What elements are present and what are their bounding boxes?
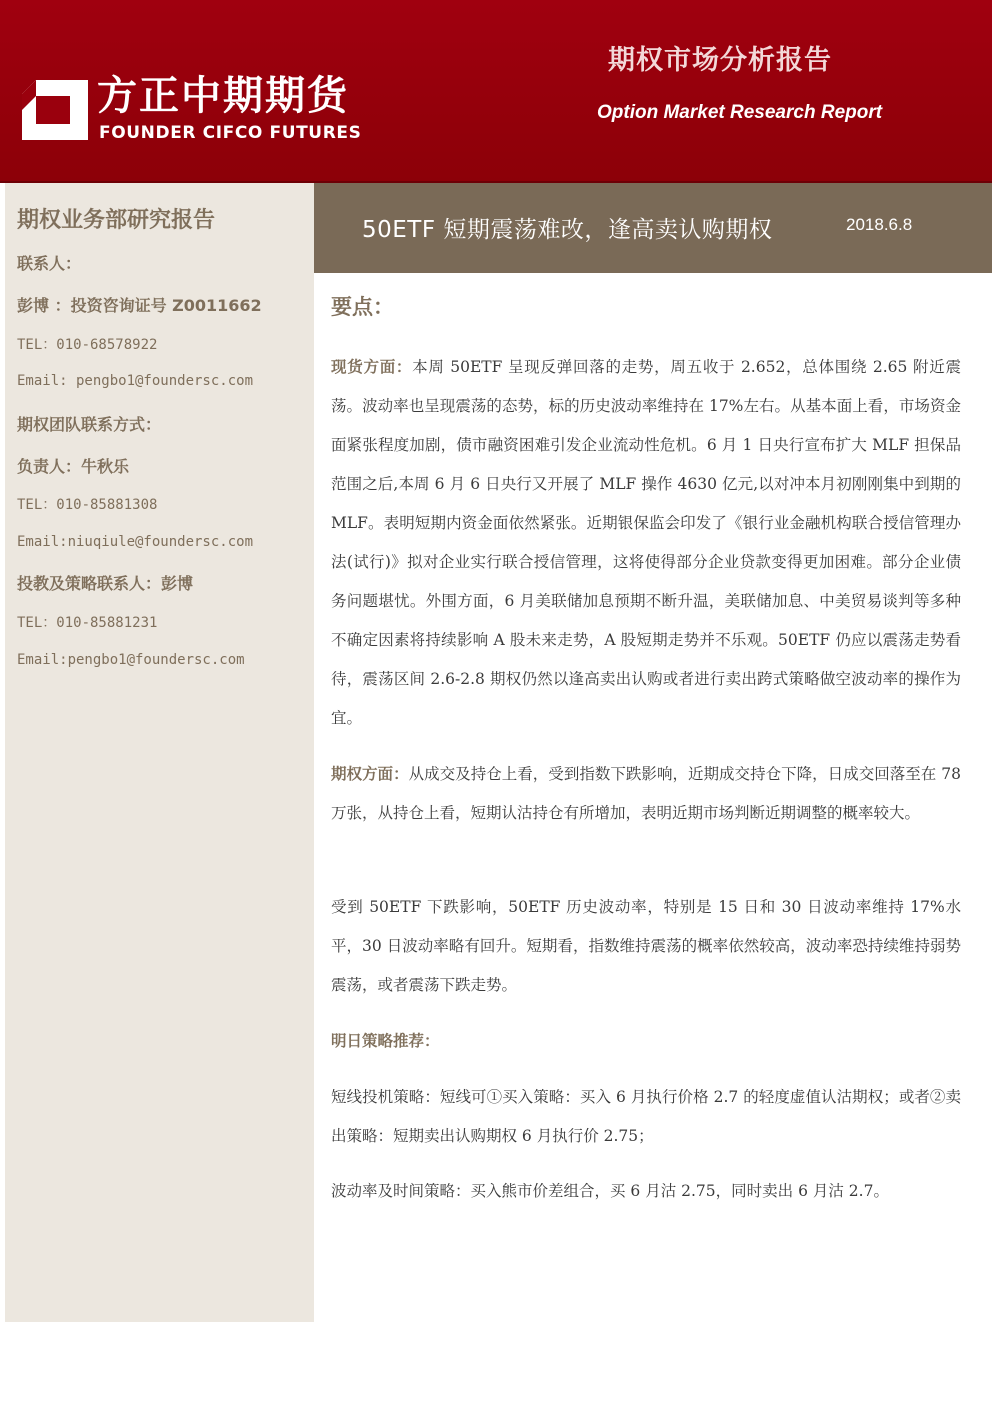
- document-date: 2018.6.8: [846, 215, 913, 234]
- vol-strategy-paragraph: 波动率及时间策略：买入熊市价差组合，买 6 月沽 2.75，同时卖出 6 月沽 2.7。: [331, 1182, 889, 1200]
- team-head: 负责人：牛秋乐: [17, 457, 130, 476]
- option-text: 从成交及持仓上看，受到指数下跌影响，近期成交持仓下降，日成交回落至在 78 万张，从持仓上看，短期认沽持仓有所增加，表明近期市场判断近期调整的概率较大。: [331, 765, 961, 822]
- contact-label: 联系人：: [17, 254, 82, 273]
- spot-text: 本周 50ETF 呈现反弹回落的走势，周五收于 2.652，总体围绕 2.65 附近震荡。波动率也呈现震荡的态势，标的历史波动率维持在 17%左右。从基本面上看，市场资金面紧张程度加剧，债市融资困难引发企业流动性危机。6 月 1 日央行宣布扩大 MLF 担保品范围之后,本周 6 月 6 日央行又开展了 MLF 操作 4630 亿元,以对冲本月初刚刚集中到期的 MLF。表明短期内资金面依然紧张。近期银保监会印发了《银行业金融机构联合授信管理办法(试行)》拟对企业实行联合授信管理，这将使得部分企业贷款变得更加困难。部分企业债务问题堪忧。外围方面，6 月美联储加息预期不断升温，美联储加息、中美贸易谈判等多种不确定因素将持续影响 A 股未来走势，A 股短期走势并不乐观。50ETF 仍应以震荡走势看待，震荡区间 2.6-2.8 期权仍然以逢高卖出认购或者进行卖出跨式策略做空波动率的操作为宜。: [331, 358, 961, 727]
- document-title: 50ETF 短期震荡难改，逢高卖认购期权: [362, 217, 773, 243]
- spot-paragraph: [331, 348, 961, 738]
- option-paragraph: [331, 755, 961, 833]
- contact-tel: TEL：010-68578922: [17, 337, 158, 353]
- spot-label: 现货方面：: [331, 358, 413, 376]
- strategy-label: 明日策略推荐：: [331, 1032, 440, 1050]
- option-label: 期权方面：: [331, 765, 409, 783]
- contact-sidebar: [5, 183, 314, 1322]
- sidebar-title: 期权业务部研究报告: [17, 208, 216, 233]
- invest-heading: 投教及策略联系人：彭博: [17, 574, 194, 593]
- team-tel: TEL：010-85881308: [17, 497, 158, 513]
- title-band: [314, 183, 992, 273]
- company-name-en: FOUNDER CIFCO FUTURES: [99, 123, 362, 143]
- invest-email[interactable]: Email:pengbo1@foundersc.com: [17, 652, 245, 668]
- report-header: [0, 0, 992, 183]
- report-type-en: Option Market Research Report: [597, 102, 883, 123]
- volatility-paragraph: 受到 50ETF 下跌影响，50ETF 历史波动率，特别是 15 日和 30 日波动率维持 17%水平，30 日波动率略有回升。短期看，指数维持震荡的概率依然较高，波动率恐持续维持弱势震荡，或者震荡下跌走势。: [331, 898, 961, 994]
- key-points-heading: 要点：: [331, 295, 394, 319]
- contact-email[interactable]: Email: pengbo1@foundersc.com: [17, 373, 254, 389]
- strategy-heading: [331, 1022, 961, 1061]
- team-email[interactable]: Email:niuqiule@foundersc.com: [17, 534, 254, 550]
- invest-tel: TEL：010-85881231: [17, 615, 158, 631]
- founder-logo-icon: [22, 80, 88, 140]
- contact-name: 彭博 ：投资咨询证号 Z0011662: [17, 296, 262, 315]
- team-heading: 期权团队联系方式：: [17, 415, 162, 434]
- company-name-cn: 方正中期期货: [97, 73, 349, 119]
- short-strategy-paragraph: 短线投机策略：短线可①买入策略：买入 6 月执行价格 2.7 的轻度虚值认沽期权；或者②卖出策略：短期卖出认购期权 6 月执行价 2.75；: [331, 1088, 961, 1145]
- report-type-cn: 期权市场分析报告: [608, 45, 832, 76]
